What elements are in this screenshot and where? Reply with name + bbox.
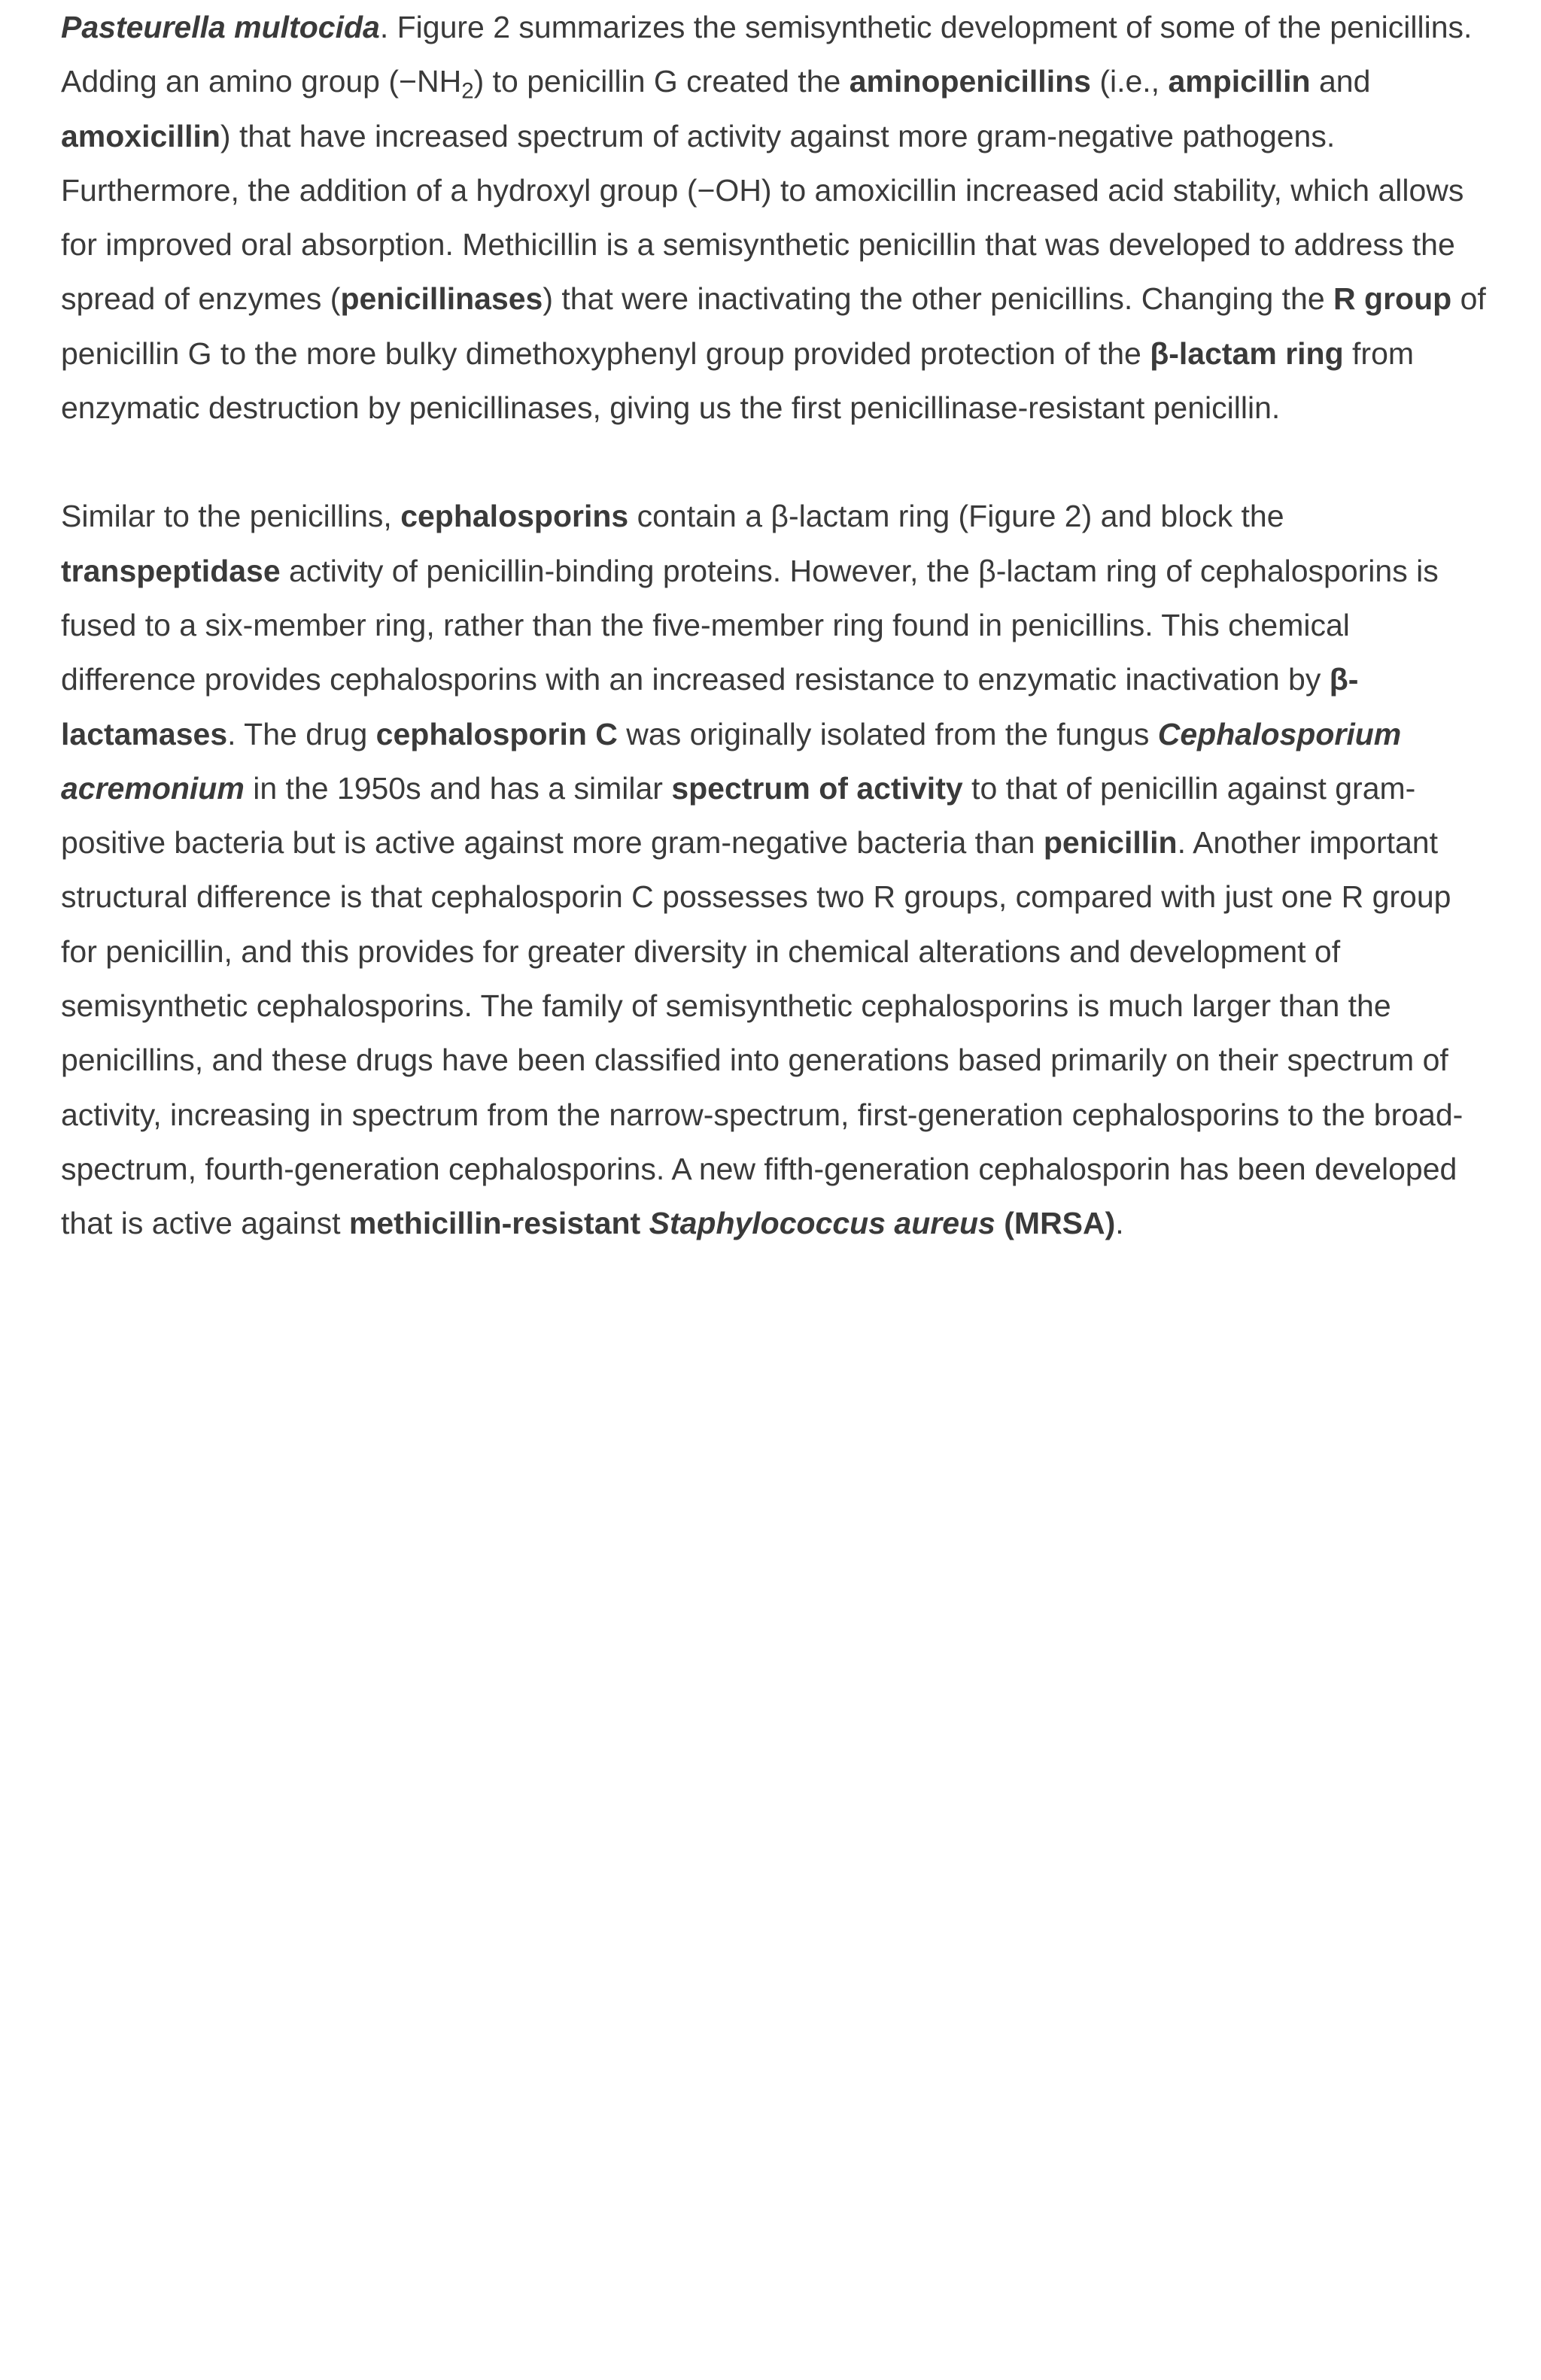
text-run: to that of penicillin against gram-positive bacteria but is active against more gram-negative bacteria than [61, 770, 1416, 861]
text-run: of penicillin G to the more bulky dimethoxyphenyl group provided protection of the [61, 281, 1486, 371]
text-run: . The drug [227, 716, 376, 751]
text-run: . Another important structural difference is that cephalosporin C possesses two R groups, compared with just one R group for penicillin, and this provides for greater diversity in chemical alterations and development of semisynthetic cephalosporins. The family of semisynthetic cephalosporins is much larger than the penicillins, and these drugs have been classified into generations based primarily on their spectrum of activity, increasing in spectrum from the narrow-spectrum, first-generation cephalosporins to the broad-spectrum, fourth-generation cephalosporins. A new fifth-generation cephalosporin has been developed that is active against [61, 825, 1463, 1241]
article-body [61, 0, 1491, 1251]
term-penicillin: penicillin [1043, 825, 1178, 861]
term-transpeptidase: transpeptidase [61, 553, 281, 588]
text-run: . Figure 2 summarizes the semisynthetic development of some of the penicillins. Adding an amino group (−NH [61, 10, 1473, 99]
term-penicillinases: penicillinases [340, 281, 543, 317]
term-aminopenicillins: aminopenicillins [849, 64, 1091, 99]
text-run: from enzymatic destruction by penicillinases, giving us the first penicillinase-resistant penicillin. [61, 335, 1415, 426]
term-beta-lactam-ring: β-lactam ring [1150, 335, 1344, 371]
text-run: was originally isolated from the fungus [617, 716, 1158, 751]
term-staphylococcus-aureus: Staphylococcus aureus [649, 1206, 995, 1241]
term-beta-lactamases: β-lactamases [61, 662, 1359, 751]
term-spectrum-of-activity: spectrum of activity [671, 770, 963, 806]
text-run: and [1310, 64, 1371, 99]
term-cephalosporins: cephalosporins [400, 499, 629, 534]
term-pasteurella-multocida: Pasteurella multocida [61, 10, 380, 44]
term-mrsa: (MRSA) [995, 1206, 1116, 1241]
subscript-2: 2 [461, 78, 474, 104]
text-run: . [1115, 1206, 1124, 1241]
text-run: ) to penicillin G created the [473, 64, 850, 99]
term-ampicillin: ampicillin [1168, 64, 1311, 99]
term-methicillin-resistant: methicillin-resistant [348, 1206, 649, 1241]
term-cephalosporium-acremonium: Cephalosporium acremonium [61, 716, 1402, 806]
paragraph-cephalosporins [61, 489, 1491, 1250]
term-amoxicillin: amoxicillin [61, 118, 220, 153]
text-run: ) that were inactivating the other penicillins. Changing the [543, 281, 1334, 317]
text-run: ) that have increased spectrum of activity against more gram-negative pathogens. Furthermore, the addition of a hydroxyl group (−OH) to amoxicillin increased acid stability, which allows for improved oral absorption. Methicillin is a semisynthetic penicillin that was developed to address the spread of enzymes ( [61, 118, 1464, 317]
text-run: in the 1950s and has a similar [244, 770, 672, 806]
text-run: (i.e., [1090, 64, 1169, 99]
text-run: activity of penicillin-binding proteins. However, the β-lactam ring of cephalosporins is fused to a six-member ring, rather than the five-member ring found in penicillins. This chemical difference provides cephalosporins with an increased resistance to enzymatic inactivation by [61, 553, 1439, 697]
paragraph-penicillins [61, 0, 1491, 435]
text-run: contain a β-lactam ring (Figure 2) and block the [628, 499, 1284, 534]
term-cephalosporin-c: cephalosporin C [375, 716, 618, 751]
term-r-group: R group [1333, 281, 1452, 317]
text-run: Similar to the penicillins, [61, 499, 401, 534]
